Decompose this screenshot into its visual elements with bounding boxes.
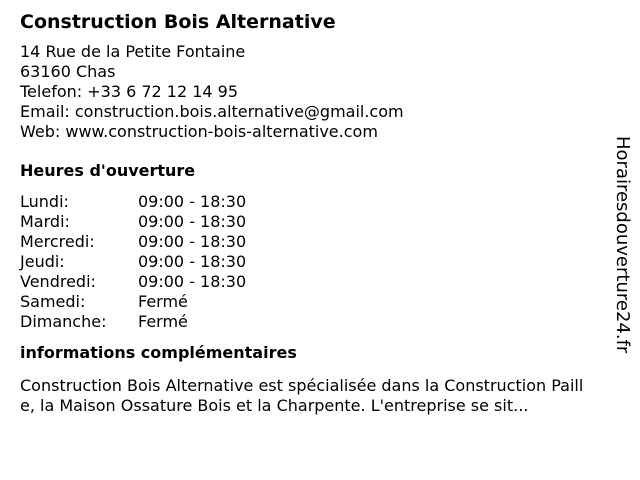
phone-number[interactable]: Telefon: +33 6 72 12 14 95 <box>20 82 239 101</box>
business-name: Construction Bois Alternative <box>20 11 336 33</box>
hours-row-tuesday <box>20 212 590 232</box>
day-hours: 09:00 - 18:30 <box>138 192 247 211</box>
hours-row-thursday <box>20 252 590 272</box>
day-hours: 09:00 - 18:30 <box>138 272 247 291</box>
website-link[interactable]: Web: www.construction-bois-alternative.com <box>20 122 378 141</box>
day-label: Mercredi: <box>20 232 95 251</box>
hours-row-saturday <box>20 292 590 312</box>
hours-row-monday <box>20 192 590 212</box>
day-hours: 09:00 - 18:30 <box>138 232 247 251</box>
email-address[interactable]: Email: construction.bois.alternative@gmail.com <box>20 102 404 121</box>
address-line-1: 14 Rue de la Petite Fontaine <box>20 42 246 61</box>
hours-row-friday <box>20 272 590 292</box>
day-label: Jeudi: <box>20 252 65 271</box>
business-card <box>20 8 590 416</box>
hours-row-sunday <box>20 312 590 332</box>
day-label: Lundi: <box>20 192 69 211</box>
day-label: Samedi: <box>20 292 86 311</box>
day-label: Vendredi: <box>20 272 96 291</box>
opening-hours-table <box>20 192 590 332</box>
day-label: Dimanche: <box>20 312 107 331</box>
brand-watermark: Horairesdouverture24.fr <box>612 136 633 354</box>
day-hours: Fermé <box>138 312 188 331</box>
hours-row-wednesday <box>20 232 590 252</box>
day-hours: Fermé <box>138 292 188 311</box>
additional-info-text: Construction Bois Alternative est spécialisée dans la Construction Paille, la Maison Ossature Bois et la Charpente. L'entreprise se sit... <box>20 376 584 415</box>
additional-info-heading: informations complémentaires <box>20 343 297 362</box>
day-hours: 09:00 - 18:30 <box>138 212 247 231</box>
address-line-2: 63160 Chas <box>20 62 116 81</box>
opening-hours-heading: Heures d'ouverture <box>20 161 196 180</box>
day-hours: 09:00 - 18:30 <box>138 252 247 271</box>
day-label: Mardi: <box>20 212 70 231</box>
